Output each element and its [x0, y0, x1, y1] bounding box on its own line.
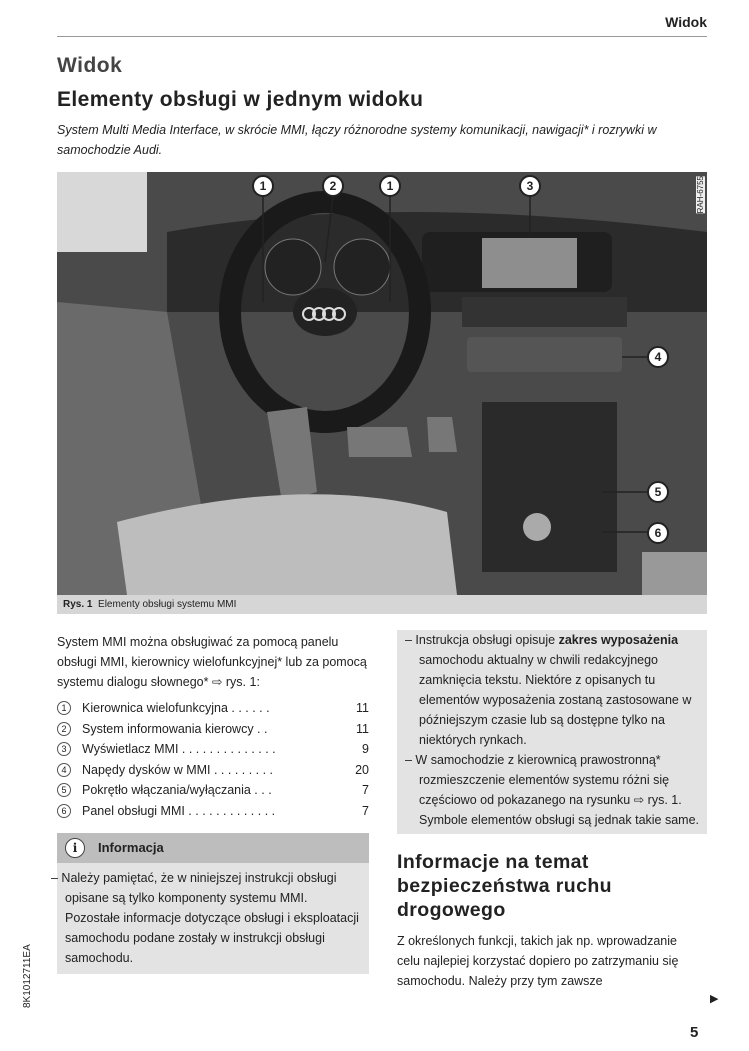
list-item [57, 801, 369, 822]
list-item [57, 780, 369, 801]
item-label: System informowania kierowcy . . [82, 721, 268, 736]
figure-code: RAH-6755 [696, 176, 705, 214]
note-item-1 [405, 630, 699, 750]
section-title: Widok [57, 54, 123, 77]
intro-text: System Multi Media Interface, w skrócie MMI, łączy różnorodne systemy komunikacji, nawigacji* i rozrywki w samochodzie Audi. [57, 123, 657, 157]
right-column [397, 630, 707, 991]
item-number: 2 [57, 722, 71, 736]
callout-1-left: 1 [252, 175, 274, 197]
info-title: Informacja [98, 840, 164, 855]
item-label: Panel obsługi MMI . . . . . . . . . . . . . [82, 803, 276, 818]
callout-2: 2 [322, 175, 344, 197]
item-label: Kierownica wielofunkcyjna . . . . . . [82, 701, 270, 716]
item-page: 9 [362, 742, 369, 757]
item-page: 20 [355, 762, 369, 777]
item-label: Napędy dysków w MMI . . . . . . . . . [82, 762, 274, 777]
item-page: 11 [356, 721, 369, 736]
item-number: 4 [57, 763, 71, 777]
callout-6: 6 [647, 522, 669, 544]
item-number: 5 [57, 783, 71, 797]
continue-arrow-icon: ▶ [710, 993, 719, 1005]
list-item [57, 739, 369, 760]
dashboard-figure [57, 172, 707, 595]
info-icon: i [65, 838, 85, 858]
item-page: 7 [362, 803, 369, 818]
running-header: Widok [57, 14, 707, 37]
list-item [57, 698, 369, 719]
info-header [57, 833, 369, 863]
item-page: 7 [362, 783, 369, 798]
component-list [57, 698, 369, 821]
page-number: 5 [690, 1024, 699, 1041]
left-column [51, 632, 369, 974]
item-number: 1 [57, 701, 71, 715]
page-title: Elementy obsługi w jednym widoku [57, 88, 424, 111]
dashboard-illustration [57, 172, 707, 595]
item-number: 6 [57, 804, 71, 818]
callout-3: 3 [519, 175, 541, 197]
section-heading: Informacje na temat bezpieczeństwa ruchu drogowego [397, 851, 612, 921]
callout-4: 4 [647, 346, 669, 368]
figure-caption [57, 595, 707, 614]
caption-label: Rys. 1 [63, 599, 93, 610]
item-number: 3 [57, 742, 71, 756]
note-emphasis: zakres wyposażenia [558, 633, 679, 647]
note-item-2: – W samochodzie z kierownicą prawostronną* rozmieszczenie elementów systemu różni się częściowo od pokazanego na rysunku ⇨ rys. 1. Symbole elementów obsługi są jednak takie same. [405, 753, 700, 827]
item-page: 11 [356, 701, 369, 716]
item-label: Pokrętło włączania/wyłączania . . . [82, 783, 272, 798]
note-text: samochodu aktualny w chwili redakcyjnego zamknięcia tekstu. Niektóre z opisanych tu elementów wyposażenia zostaną zastosowane w późniejszym czasie lub są dostępne tylko na niektórych rynkach. [419, 653, 692, 747]
document-code: 8K1012711EA [22, 944, 33, 1008]
callout-1-right: 1 [379, 175, 401, 197]
info-box [51, 833, 369, 974]
note-text: – Instrukcja obsługi opisuje [405, 633, 559, 647]
note-box [397, 630, 707, 834]
list-item [57, 760, 369, 781]
caption-text: Elementy obsługi systemu MMI [98, 599, 237, 610]
list-item [57, 719, 369, 740]
item-label: Wyświetlacz MMI . . . . . . . . . . . . . . [82, 742, 276, 757]
lead-text: System MMI można obsługiwać za pomocą panelu obsługi MMI, kierownicy wielofunkcyjnej* lub za pomocą systemu dialogu słownego* ⇨ rys. 1: [57, 635, 367, 689]
section-text: Z określonych funkcji, takich jak np. wprowadzanie celu najlepiej korzystać dopiero po zatrzymaniu się samochodu. Należy przy tym zawsze [397, 934, 679, 988]
info-text: – Należy pamiętać, że w niniejszej instrukcji obsługi opisane są tylko komponenty systemu MMI. Pozostałe informacje dotyczące obsługi i eksploatacji samochodu podane zostały w instrukcji obsługi samochodu. [51, 871, 359, 965]
callout-5: 5 [647, 481, 669, 503]
